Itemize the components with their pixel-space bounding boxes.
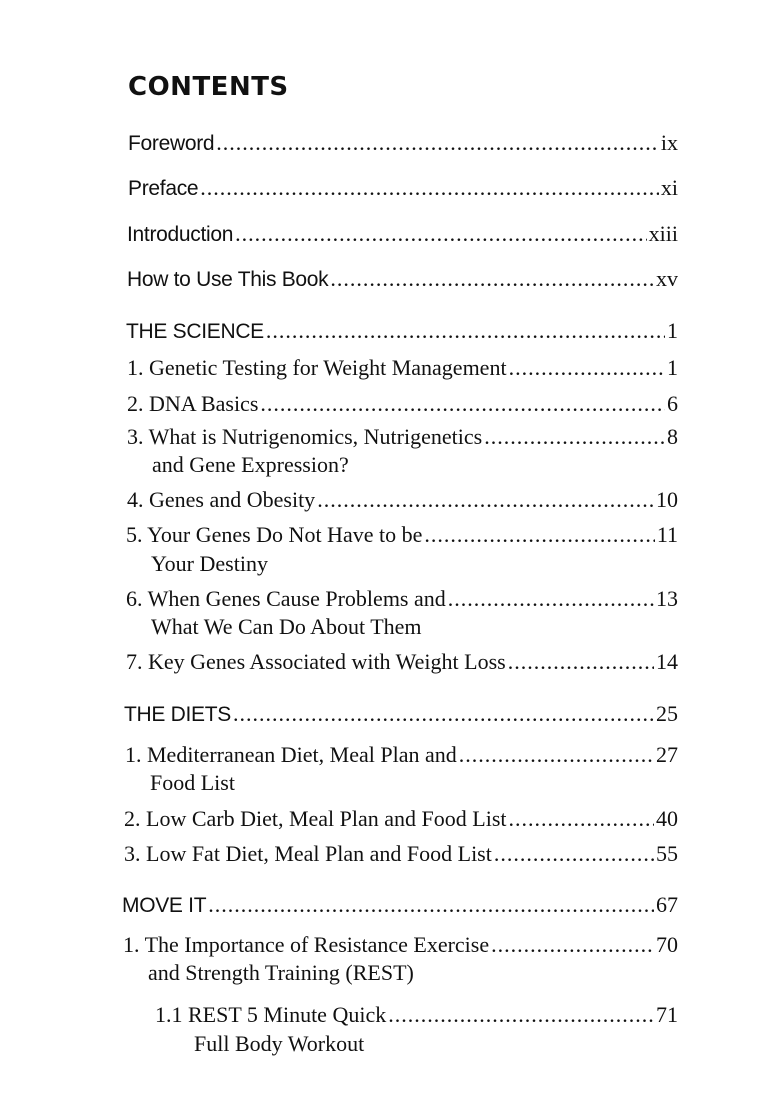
entry-label: 2. Low Carb Diet, Meal Plan and Food List [124, 806, 507, 831]
entry-page: 55 [656, 841, 678, 866]
entry-page: 27 [656, 742, 678, 767]
entry-continuation: and Strength Training (REST) [148, 960, 414, 985]
entry-label: 3. Low Fat Diet, Meal Plan and Food List [124, 841, 492, 866]
entry-label: 4. Genes and Obesity [127, 487, 316, 512]
entry-label: Introduction [127, 223, 234, 246]
dot-leader [235, 221, 647, 247]
section-heading: THE DIETS [124, 703, 231, 726]
entry-label: 1. Genetic Testing for Weight Management [127, 355, 507, 380]
entry-continuation: Your Destiny [151, 551, 268, 576]
dot-leader [388, 1002, 654, 1028]
section-heading: THE SCIENCE [126, 320, 264, 343]
entry-page: 25 [656, 701, 678, 726]
dot-leader [494, 841, 654, 867]
entry-page: 40 [656, 806, 678, 831]
entry-continuation: What We Can Do About Them [151, 614, 422, 639]
toc-entry[interactable] [127, 487, 678, 513]
toc-entry-preface[interactable] [128, 175, 678, 202]
entry-page: 67 [656, 892, 678, 917]
entry-page: xi [660, 175, 678, 200]
dot-leader [484, 424, 665, 450]
entry-page: 1 [667, 318, 678, 343]
toc-section-science[interactable] [126, 318, 678, 345]
toc-entry[interactable] [123, 932, 678, 958]
toc-entry[interactable] [126, 522, 678, 548]
toc-entry[interactable] [124, 841, 678, 867]
entry-continuation: Food List [150, 770, 235, 795]
dot-leader [233, 701, 654, 727]
toc-entry[interactable] [127, 424, 678, 450]
entry-label: 2. DNA Basics [127, 391, 259, 416]
entry-label: 6. When Genes Cause Problems and [126, 586, 446, 611]
toc-entry-foreword[interactable] [128, 130, 678, 157]
entry-label: 1. Mediterranean Diet, Meal Plan and [125, 742, 457, 767]
dot-leader [200, 175, 659, 201]
page-title: CONTENTS [128, 72, 289, 102]
entry-page: 10 [656, 487, 678, 512]
dot-leader [317, 487, 654, 513]
toc-entry[interactable] [127, 355, 678, 381]
dot-leader [330, 266, 654, 292]
dot-leader [508, 649, 654, 675]
entry-continuation: and Gene Expression? [152, 452, 349, 477]
dot-leader [448, 586, 654, 612]
entry-page: xiii [648, 221, 678, 246]
toc-entry-how-to-use[interactable] [127, 266, 678, 293]
entry-page: 8 [667, 424, 678, 449]
toc-entry[interactable] [125, 742, 678, 768]
entry-page: 11 [656, 522, 678, 547]
toc-entry[interactable] [124, 806, 678, 832]
entry-page: 13 [656, 586, 678, 611]
dot-leader [509, 355, 665, 381]
entry-page: xv [656, 266, 678, 291]
entry-label: 3. What is Nutrigenomics, Nutrigenetics [127, 424, 483, 449]
toc-entry[interactable] [127, 391, 678, 417]
entry-page: ix [660, 130, 678, 155]
entry-label: 1. The Importance of Resistance Exercise [123, 932, 490, 957]
dot-leader [208, 892, 654, 918]
dot-leader [260, 391, 665, 417]
toc-entry[interactable] [126, 586, 678, 612]
dot-leader [216, 130, 659, 156]
entry-label: Foreword [128, 132, 215, 155]
entry-label: 7. Key Genes Associated with Weight Loss [126, 649, 506, 674]
entry-page: 70 [656, 932, 678, 957]
entry-label: Preface [128, 177, 199, 200]
entry-page: 1 [667, 355, 678, 380]
toc-entry[interactable] [126, 649, 678, 675]
dot-leader [491, 932, 654, 958]
toc-subentry[interactable] [155, 1002, 678, 1028]
entry-label: How to Use This Book [127, 268, 329, 291]
toc-entry-introduction[interactable] [127, 221, 678, 248]
toc-section-diets[interactable] [124, 701, 678, 728]
dot-leader [459, 742, 654, 768]
entry-page: 71 [656, 1002, 678, 1027]
entry-continuation: Full Body Workout [194, 1031, 365, 1056]
dot-leader [424, 522, 654, 548]
entry-label: 5. Your Genes Do Not Have to be [126, 522, 423, 547]
toc-section-move-it[interactable] [122, 892, 678, 919]
dot-leader [509, 806, 654, 832]
entry-page: 6 [667, 391, 678, 416]
entry-page: 14 [656, 649, 678, 674]
entry-label: 1.1 REST 5 Minute Quick [155, 1002, 387, 1027]
section-heading: MOVE IT [122, 894, 207, 917]
dot-leader [266, 318, 665, 344]
